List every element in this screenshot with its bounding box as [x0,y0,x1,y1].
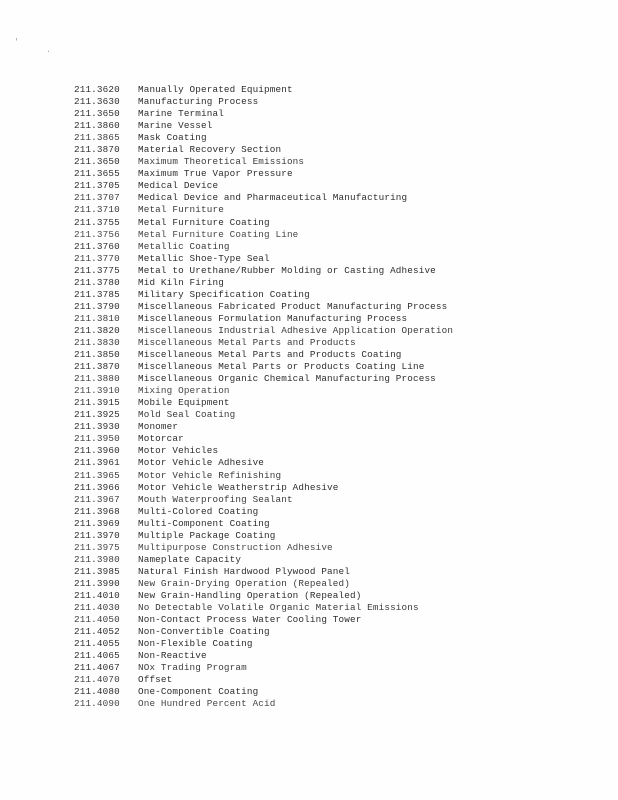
entry-term-title: Non-Flexible Coating [138,638,253,650]
entry-term-title: Mobile Equipment [138,397,230,409]
entry-section-number: 211.4055 [74,638,120,650]
entry-term-title: Maximum Theoretical Emissions [138,156,305,168]
index-entry [74,397,600,409]
entry-section-number: 211.3980 [74,553,120,565]
entry-term-title: Multiple Package Coating [138,529,276,541]
entry-term-title: Mold Seal Coating [138,409,236,421]
index-entry [74,470,600,482]
entry-term-title: Motorcar [138,433,184,445]
entry-section-number: 211.3915 [74,397,120,409]
scan-artifact-mark-1: ' [14,38,19,47]
entry-section-number: 211.4067 [74,662,120,674]
entry-section-number: 211.3985 [74,565,120,577]
entry-section-number: 211.4050 [74,614,120,626]
index-entry [74,518,600,530]
entry-section-number: 211.4070 [74,674,120,686]
index-entry [74,506,600,518]
entry-term-title: One-Component Coating [138,686,259,698]
entry-section-number: 211.3968 [74,505,120,517]
entry-term-title: Non-Reactive [138,650,207,662]
entry-section-number: 211.3650 [74,156,120,168]
index-entry [74,289,600,301]
index-entry [74,361,600,373]
entry-term-title: Non-Convertible Coating [138,626,270,638]
entry-term-title: NOx Trading Program [138,662,247,674]
index-entry [74,108,600,120]
entry-section-number: 211.3710 [74,204,120,216]
entry-section-number: 211.3650 [74,108,120,120]
entry-term-title: One Hundred Percent Acid [138,698,276,710]
entry-term-title: Maximum True Vapor Pressure [138,168,293,180]
entry-section-number: 211.4030 [74,602,120,614]
entry-section-number: 211.4052 [74,626,120,638]
entry-section-number: 211.3967 [74,493,120,505]
entry-section-number: 211.3870 [74,144,120,156]
index-entry [74,96,600,108]
entry-section-number: 211.3620 [74,84,120,95]
index-entry [74,494,600,506]
entry-term-title: Motor Vehicle Weatherstrip Adhesive [138,481,339,493]
entry-section-number: 211.3990 [74,577,120,589]
entry-section-number: 211.3870 [74,361,120,373]
entry-term-title: Miscellaneous Formulation Manufacturing Process [138,312,408,324]
entry-term-title: Miscellaneous Organic Chemical Manufacturing Process [138,373,436,385]
index-entry [74,253,600,265]
entry-term-title: Offset [138,674,173,686]
entry-section-number: 211.3770 [74,252,120,264]
index-entry [74,626,600,638]
index-entry [74,265,600,277]
index-entry [74,482,600,494]
index-entry [74,120,600,132]
entry-section-number: 211.3910 [74,385,120,397]
entry-section-number: 211.3655 [74,168,120,180]
entry-section-number: 211.3960 [74,445,120,457]
entry-section-number: 211.4065 [74,650,120,662]
entry-term-title: Mask Coating [138,132,207,144]
index-entry [74,313,600,325]
index-entry [74,590,600,602]
entry-section-number: 211.4090 [74,698,120,710]
index-entry [74,132,600,144]
entry-term-title: Motor Vehicle Adhesive [138,457,265,469]
entry-section-number: 211.3860 [74,120,120,132]
entry-term-title: Manually Operated Equipment [138,84,293,95]
entry-term-title: Monomer [138,421,179,433]
entry-section-number: 211.3785 [74,288,120,300]
entry-section-number: 211.3975 [74,541,120,553]
entry-section-number: 211.3965 [74,469,120,481]
index-entry [74,566,600,578]
index-entry [74,554,600,566]
entry-term-title: New Grain-Handling Operation (Repealed) [138,589,362,601]
entry-term-title: Nameplate Capacity [138,553,242,565]
index-entry [74,674,600,686]
index-entry [74,433,600,445]
index-entry [74,192,600,204]
index-entry [74,168,600,180]
entry-term-title: Marine Vessel [138,120,213,132]
index-entry [74,530,600,542]
entry-term-title: Miscellaneous Metal Parts and Products [138,336,356,348]
entry-term-title: Motor Vehicles [138,445,219,457]
entry-term-title: Mouth Waterproofing Sealant [138,493,293,505]
entry-term-title: New Grain-Drying Operation (Repealed) [138,577,350,589]
definition-index-list [74,84,600,710]
entry-section-number: 211.3630 [74,96,120,108]
entry-section-number: 211.3970 [74,529,120,541]
entry-section-number: 211.3830 [74,336,120,348]
index-entry [74,457,600,469]
index-entry [74,409,600,421]
entry-section-number: 211.3865 [74,132,120,144]
entry-term-title: Motor Vehicle Refinishing [138,469,282,481]
entry-section-number: 211.3760 [74,240,120,252]
entry-term-title: Metal Furniture Coating [138,216,270,228]
entry-section-number: 211.3756 [74,228,120,240]
index-entry [74,662,600,674]
entry-section-number: 211.3820 [74,324,120,336]
entry-term-title: Mid Kiln Firing [138,276,224,288]
index-entry [74,337,600,349]
entry-section-number: 211.3925 [74,409,120,421]
entry-section-number: 211.3790 [74,300,120,312]
entry-term-title: Natural Finish Hardwood Plywood Panel [138,565,350,577]
entry-term-title: Multi-Component Coating [138,517,270,529]
entry-term-title: Mixing Operation [138,385,230,397]
entry-section-number: 211.3880 [74,373,120,385]
index-entry [74,277,600,289]
entry-term-title: Miscellaneous Industrial Adhesive Application Operation [138,324,454,336]
entry-term-title: Non-Contact Process Water Cooling Tower [138,614,362,626]
entry-term-title: Medical Device [138,180,219,192]
entry-term-title: Miscellaneous Metal Parts or Products Coating Line [138,361,425,373]
index-entry [74,421,600,433]
index-entry [74,144,600,156]
entry-section-number: 211.4010 [74,589,120,601]
entry-section-number: 211.4080 [74,686,120,698]
entry-term-title: Metal to Urethane/Rubber Molding or Casting Adhesive [138,264,436,276]
index-entry [74,686,600,698]
entry-term-title: No Detectable Volatile Organic Material Emissions [138,602,419,614]
index-entry [74,602,600,614]
entry-section-number: 211.3775 [74,264,120,276]
index-entry [74,578,600,590]
entry-section-number: 211.3707 [74,192,120,204]
index-entry [74,542,600,554]
index-entry [74,385,600,397]
entry-section-number: 211.3780 [74,276,120,288]
entry-term-title: Material Recovery Section [138,144,282,156]
index-entry [74,204,600,216]
entry-term-title: Metal Furniture Coating Line [138,228,299,240]
index-entry [74,638,600,650]
entry-term-title: Military Specification Coating [138,288,310,300]
index-entry [74,229,600,241]
entry-term-title: Metallic Shoe-Type Seal [138,252,270,264]
entry-section-number: 211.3850 [74,349,120,361]
entry-section-number: 211.3961 [74,457,120,469]
entry-term-title: Metal Furniture [138,204,224,216]
entry-term-title: Manufacturing Process [138,96,259,108]
entry-term-title: Miscellaneous Metal Parts and Products Coating [138,349,402,361]
entry-section-number: 211.3705 [74,180,120,192]
entry-section-number: 211.3966 [74,481,120,493]
entry-term-title: Miscellaneous Fabricated Product Manufacturing Process [138,300,448,312]
index-entry [74,180,600,192]
index-entry [74,650,600,662]
index-entry [74,445,600,457]
entry-section-number: 211.3810 [74,312,120,324]
entry-term-title: Marine Terminal [138,108,224,120]
index-entry [74,325,600,337]
entry-section-number: 211.3930 [74,421,120,433]
scan-artifact-mark-2: . [46,46,51,55]
entry-term-title: Metallic Coating [138,240,230,252]
entry-section-number: 211.3969 [74,517,120,529]
index-entry [74,217,600,229]
entry-term-title: Multi-Colored Coating [138,505,259,517]
index-entry [74,156,600,168]
index-entry [74,698,600,710]
index-entry [74,301,600,313]
entry-term-title: Multipurpose Construction Adhesive [138,541,333,553]
index-entry [74,241,600,253]
entry-section-number: 211.3755 [74,216,120,228]
index-entry [74,349,600,361]
entry-term-title: Medical Device and Pharmaceutical Manufacturing [138,192,408,204]
index-entry [74,614,600,626]
index-entry [74,84,600,96]
entry-section-number: 211.3950 [74,433,120,445]
index-entry [74,373,600,385]
